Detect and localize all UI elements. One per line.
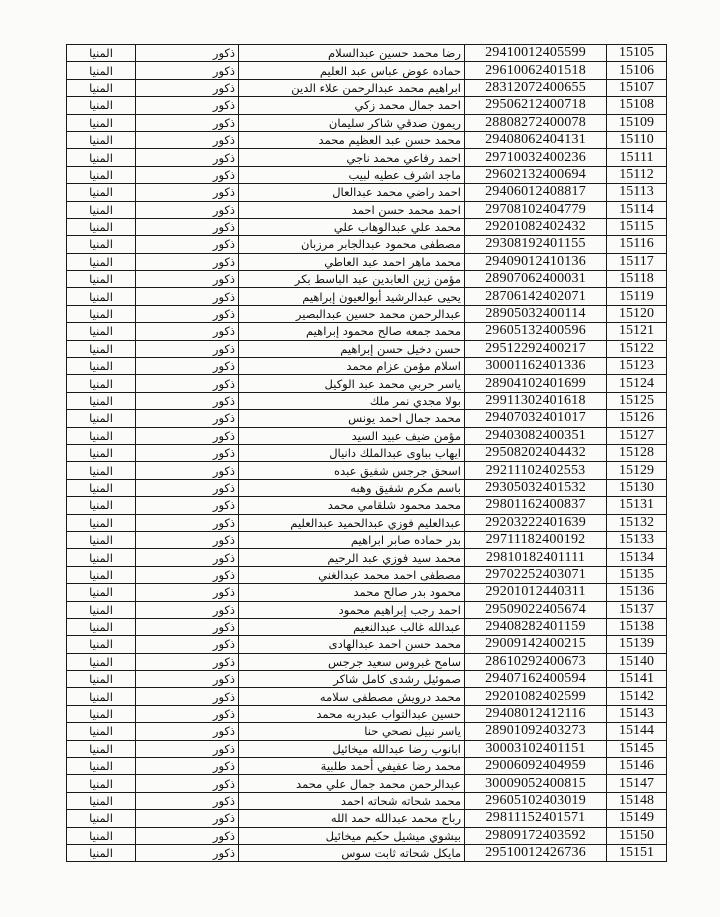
full-name-cell: رضا محمد حسين عبدالسلام bbox=[239, 45, 465, 62]
table-row bbox=[67, 166, 667, 183]
national-id-cell: 29506212400718 bbox=[465, 97, 607, 114]
full-name-cell: مصطفى محمود عبدالجابر مرزبان bbox=[239, 236, 465, 253]
table-row bbox=[67, 236, 667, 253]
governorate-cell: المنيا bbox=[67, 218, 136, 235]
national-id-cell: 29305032401532 bbox=[465, 479, 607, 496]
table-row bbox=[67, 131, 667, 148]
governorate-cell: المنيا bbox=[67, 844, 136, 861]
table-row bbox=[67, 358, 667, 375]
national-id-cell: 28706142402071 bbox=[465, 288, 607, 305]
national-id-cell: 29602132400694 bbox=[465, 166, 607, 183]
governorate-cell: المنيا bbox=[67, 201, 136, 218]
gender-cell: ذكور bbox=[136, 218, 239, 235]
full-name-cell: محمد حسن احمد عبدالهادى bbox=[239, 636, 465, 653]
table-row bbox=[67, 288, 667, 305]
governorate-cell: المنيا bbox=[67, 636, 136, 653]
governorate-cell: المنيا bbox=[67, 758, 136, 775]
gender-cell: ذكور bbox=[136, 149, 239, 166]
full-name-cell: محمد ماهر احمد عبد العاطي bbox=[239, 253, 465, 270]
national-id-cell: 28808272400078 bbox=[465, 114, 607, 131]
serial-number-cell: 15116 bbox=[607, 236, 667, 253]
full-name-cell: اسحق جرجس شفيق عبده bbox=[239, 462, 465, 479]
table-row bbox=[67, 705, 667, 722]
governorate-cell: المنيا bbox=[67, 810, 136, 827]
serial-number-cell: 15122 bbox=[607, 340, 667, 357]
table-row bbox=[67, 305, 667, 322]
governorate-cell: المنيا bbox=[67, 775, 136, 792]
serial-number-cell: 15129 bbox=[607, 462, 667, 479]
gender-cell: ذكور bbox=[136, 97, 239, 114]
serial-number-cell: 15131 bbox=[607, 497, 667, 514]
table-row bbox=[67, 844, 667, 861]
governorate-cell: المنيا bbox=[67, 305, 136, 322]
national-id-cell: 29407032401017 bbox=[465, 410, 607, 427]
table-row bbox=[67, 497, 667, 514]
table-row bbox=[67, 688, 667, 705]
serial-number-cell: 15112 bbox=[607, 166, 667, 183]
serial-number-cell: 15114 bbox=[607, 201, 667, 218]
gender-cell: ذكور bbox=[136, 236, 239, 253]
governorate-cell: المنيا bbox=[67, 427, 136, 444]
national-id-cell: 29809172403592 bbox=[465, 827, 607, 844]
national-id-cell: 28905032400114 bbox=[465, 305, 607, 322]
national-id-cell: 29408282401159 bbox=[465, 618, 607, 635]
serial-number-cell: 15151 bbox=[607, 844, 667, 861]
serial-number-cell: 15117 bbox=[607, 253, 667, 270]
gender-cell: ذكور bbox=[136, 827, 239, 844]
national-id-cell: 29610062401518 bbox=[465, 62, 607, 79]
governorate-cell: المنيا bbox=[67, 740, 136, 757]
full-name-cell: يحيى عبدالرشيد أبوالعيون إبراهيم bbox=[239, 288, 465, 305]
table-row bbox=[67, 444, 667, 461]
table-row bbox=[67, 79, 667, 96]
gender-cell: ذكور bbox=[136, 358, 239, 375]
full-name-cell: ياسر نبيل نصحي حنا bbox=[239, 723, 465, 740]
governorate-cell: المنيا bbox=[67, 131, 136, 148]
national-id-cell: 29308192401155 bbox=[465, 236, 607, 253]
full-name-cell: ابانوب رضا عبدالله ميخائيل bbox=[239, 740, 465, 757]
governorate-cell: المنيا bbox=[67, 323, 136, 340]
national-id-cell: 30003102401151 bbox=[465, 740, 607, 757]
serial-number-cell: 15138 bbox=[607, 618, 667, 635]
full-name-cell: محمد سيد فوزي عبد الرحيم bbox=[239, 549, 465, 566]
governorate-cell: المنيا bbox=[67, 671, 136, 688]
national-id-cell: 29605132400596 bbox=[465, 323, 607, 340]
table-row bbox=[67, 653, 667, 670]
national-id-cell: 29509022405674 bbox=[465, 601, 607, 618]
national-id-cell: 28901092403273 bbox=[465, 723, 607, 740]
governorate-cell: المنيا bbox=[67, 723, 136, 740]
serial-number-cell: 15108 bbox=[607, 97, 667, 114]
serial-number-cell: 15145 bbox=[607, 740, 667, 757]
table-row bbox=[67, 375, 667, 392]
governorate-cell: المنيا bbox=[67, 584, 136, 601]
serial-number-cell: 15120 bbox=[607, 305, 667, 322]
gender-cell: ذكور bbox=[136, 375, 239, 392]
national-id-cell: 30001162401336 bbox=[465, 358, 607, 375]
national-id-cell: 29605102403019 bbox=[465, 792, 607, 809]
full-name-cell: محمد علي عبدالوهاب علي bbox=[239, 218, 465, 235]
national-id-cell: 28312072400655 bbox=[465, 79, 607, 96]
full-name-cell: حماده عوض عباس عبد العليم bbox=[239, 62, 465, 79]
table-row bbox=[67, 514, 667, 531]
gender-cell: ذكور bbox=[136, 723, 239, 740]
governorate-cell: المنيا bbox=[67, 253, 136, 270]
gender-cell: ذكور bbox=[136, 636, 239, 653]
governorate-cell: المنيا bbox=[67, 392, 136, 409]
full-name-cell: ياسر حربي محمد عبد الوكيل bbox=[239, 375, 465, 392]
national-id-cell: 29508202404432 bbox=[465, 444, 607, 461]
table-body bbox=[67, 45, 667, 862]
governorate-cell: المنيا bbox=[67, 288, 136, 305]
serial-number-cell: 15118 bbox=[607, 271, 667, 288]
serial-number-cell: 15128 bbox=[607, 444, 667, 461]
table-row bbox=[67, 462, 667, 479]
gender-cell: ذكور bbox=[136, 549, 239, 566]
national-id-cell: 29408012412116 bbox=[465, 705, 607, 722]
serial-number-cell: 15106 bbox=[607, 62, 667, 79]
national-id-cell: 28904102401699 bbox=[465, 375, 607, 392]
serial-number-cell: 15144 bbox=[607, 723, 667, 740]
table-row bbox=[67, 427, 667, 444]
full-name-cell: ماجد اشرف عطيه لبيب bbox=[239, 166, 465, 183]
full-name-cell: مايكل شحاته ثابت سوس bbox=[239, 844, 465, 861]
national-id-cell: 29702252403071 bbox=[465, 566, 607, 583]
serial-number-cell: 15142 bbox=[607, 688, 667, 705]
national-id-cell: 28610292400673 bbox=[465, 653, 607, 670]
governorate-cell: المنيا bbox=[67, 184, 136, 201]
table-row bbox=[67, 271, 667, 288]
serial-number-cell: 15137 bbox=[607, 601, 667, 618]
full-name-cell: احمد رفاعي محمد ناجي bbox=[239, 149, 465, 166]
governorate-cell: المنيا bbox=[67, 531, 136, 548]
full-name-cell: باسم مكرم شفيق وهبه bbox=[239, 479, 465, 496]
governorate-cell: المنيا bbox=[67, 549, 136, 566]
full-name-cell: مصطفى احمد محمد عبدالغني bbox=[239, 566, 465, 583]
governorate-cell: المنيا bbox=[67, 149, 136, 166]
national-id-cell: 29406012408817 bbox=[465, 184, 607, 201]
table-row bbox=[67, 618, 667, 635]
serial-number-cell: 15149 bbox=[607, 810, 667, 827]
serial-number-cell: 15147 bbox=[607, 775, 667, 792]
national-id-cell: 29811152401571 bbox=[465, 810, 607, 827]
full-name-cell: عبدالله غالب عبدالنعيم bbox=[239, 618, 465, 635]
gender-cell: ذكور bbox=[136, 392, 239, 409]
serial-number-cell: 15125 bbox=[607, 392, 667, 409]
full-name-cell: عبدالرحمن محمد حسين عبدالبصير bbox=[239, 305, 465, 322]
table-row bbox=[67, 566, 667, 583]
governorate-cell: المنيا bbox=[67, 62, 136, 79]
serial-number-cell: 15148 bbox=[607, 792, 667, 809]
serial-number-cell: 15110 bbox=[607, 131, 667, 148]
governorate-cell: المنيا bbox=[67, 566, 136, 583]
full-name-cell: مؤمن ضيف عبيد السيد bbox=[239, 427, 465, 444]
governorate-cell: المنيا bbox=[67, 653, 136, 670]
serial-number-cell: 15119 bbox=[607, 288, 667, 305]
serial-number-cell: 15121 bbox=[607, 323, 667, 340]
table-row bbox=[67, 531, 667, 548]
national-id-cell: 29201082402599 bbox=[465, 688, 607, 705]
serial-number-cell: 15141 bbox=[607, 671, 667, 688]
gender-cell: ذكور bbox=[136, 688, 239, 705]
governorate-cell: المنيا bbox=[67, 375, 136, 392]
serial-number-cell: 15134 bbox=[607, 549, 667, 566]
table-row bbox=[67, 723, 667, 740]
full-name-cell: اسلام مؤمن عزام محمد bbox=[239, 358, 465, 375]
gender-cell: ذكور bbox=[136, 45, 239, 62]
serial-number-cell: 15130 bbox=[607, 479, 667, 496]
full-name-cell: محمد شحاته شحاته احمد bbox=[239, 792, 465, 809]
full-name-cell: صموئيل رشدى كامل شاكر bbox=[239, 671, 465, 688]
serial-number-cell: 15126 bbox=[607, 410, 667, 427]
serial-number-cell: 15113 bbox=[607, 184, 667, 201]
gender-cell: ذكور bbox=[136, 131, 239, 148]
governorate-cell: المنيا bbox=[67, 618, 136, 635]
serial-number-cell: 15133 bbox=[607, 531, 667, 548]
full-name-cell: محمد حسن عبد العظيم محمد bbox=[239, 131, 465, 148]
gender-cell: ذكور bbox=[136, 114, 239, 131]
table-row bbox=[67, 601, 667, 618]
full-name-cell: رباح محمد عبدالله حمد الله bbox=[239, 810, 465, 827]
table-row bbox=[67, 253, 667, 270]
national-id-cell: 28907062400031 bbox=[465, 271, 607, 288]
gender-cell: ذكور bbox=[136, 601, 239, 618]
serial-number-cell: 15135 bbox=[607, 566, 667, 583]
gender-cell: ذكور bbox=[136, 740, 239, 757]
full-name-cell: حسين عبدالتواب عبدربه محمد bbox=[239, 705, 465, 722]
full-name-cell: ريمون صدقي شاكر سليمان bbox=[239, 114, 465, 131]
serial-number-cell: 15123 bbox=[607, 358, 667, 375]
serial-number-cell: 15107 bbox=[607, 79, 667, 96]
gender-cell: ذكور bbox=[136, 844, 239, 861]
serial-number-cell: 15124 bbox=[607, 375, 667, 392]
national-id-cell: 29409012410136 bbox=[465, 253, 607, 270]
table-row bbox=[67, 479, 667, 496]
table-row bbox=[67, 323, 667, 340]
national-id-cell: 29801162400837 bbox=[465, 497, 607, 514]
full-name-cell: بولا مجدي نمر ملك bbox=[239, 392, 465, 409]
table-row bbox=[67, 45, 667, 62]
governorate-cell: المنيا bbox=[67, 114, 136, 131]
full-name-cell: محمود بدر صالح محمد bbox=[239, 584, 465, 601]
gender-cell: ذكور bbox=[136, 253, 239, 270]
national-id-cell: 29710032400236 bbox=[465, 149, 607, 166]
table-row bbox=[67, 758, 667, 775]
serial-number-cell: 15127 bbox=[607, 427, 667, 444]
full-name-cell: مؤمن زين العابدين عبد الباسط بكر bbox=[239, 271, 465, 288]
national-id-cell: 29708102404779 bbox=[465, 201, 607, 218]
serial-number-cell: 15143 bbox=[607, 705, 667, 722]
table-row bbox=[67, 410, 667, 427]
governorate-cell: المنيا bbox=[67, 358, 136, 375]
table-row bbox=[67, 775, 667, 792]
full-name-cell: محمد رضا عفيفي أحمد طلبية bbox=[239, 758, 465, 775]
national-id-cell: 29711182400192 bbox=[465, 531, 607, 548]
gender-cell: ذكور bbox=[136, 479, 239, 496]
gender-cell: ذكور bbox=[136, 444, 239, 461]
gender-cell: ذكور bbox=[136, 184, 239, 201]
gender-cell: ذكور bbox=[136, 653, 239, 670]
serial-number-cell: 15105 bbox=[607, 45, 667, 62]
table-row bbox=[67, 636, 667, 653]
full-name-cell: احمد رجب إبراهيم محمود bbox=[239, 601, 465, 618]
full-name-cell: ابراهيم محمد عبدالرحمن علاء الدين bbox=[239, 79, 465, 96]
governorate-cell: المنيا bbox=[67, 340, 136, 357]
governorate-cell: المنيا bbox=[67, 236, 136, 253]
governorate-cell: المنيا bbox=[67, 410, 136, 427]
governorate-cell: المنيا bbox=[67, 705, 136, 722]
full-name-cell: محمد جمال احمد يونس bbox=[239, 410, 465, 427]
gender-cell: ذكور bbox=[136, 758, 239, 775]
gender-cell: ذكور bbox=[136, 305, 239, 322]
table-row bbox=[67, 810, 667, 827]
gender-cell: ذكور bbox=[136, 340, 239, 357]
governorate-cell: المنيا bbox=[67, 462, 136, 479]
national-id-cell: 29407162400594 bbox=[465, 671, 607, 688]
national-id-cell: 29510012426736 bbox=[465, 844, 607, 861]
full-name-cell: احمد محمد حسن احمد bbox=[239, 201, 465, 218]
governorate-cell: المنيا bbox=[67, 271, 136, 288]
serial-number-cell: 15136 bbox=[607, 584, 667, 601]
gender-cell: ذكور bbox=[136, 410, 239, 427]
gender-cell: ذكور bbox=[136, 288, 239, 305]
full-name-cell: احمد جمال محمد زكي bbox=[239, 97, 465, 114]
table-row bbox=[67, 149, 667, 166]
full-name-cell: سامح غبروس سعيد جرجس bbox=[239, 653, 465, 670]
national-id-cell: 29408062404131 bbox=[465, 131, 607, 148]
gender-cell: ذكور bbox=[136, 775, 239, 792]
full-name-cell: محمد درويش مصطفى سلامه bbox=[239, 688, 465, 705]
national-id-cell: 29201012440311 bbox=[465, 584, 607, 601]
gender-cell: ذكور bbox=[136, 79, 239, 96]
table-row bbox=[67, 184, 667, 201]
table-row bbox=[67, 201, 667, 218]
governorate-cell: المنيا bbox=[67, 444, 136, 461]
table-row bbox=[67, 392, 667, 409]
national-id-cell: 29201082402432 bbox=[465, 218, 607, 235]
national-id-cell: 29006092404959 bbox=[465, 758, 607, 775]
gender-cell: ذكور bbox=[136, 271, 239, 288]
table-row bbox=[67, 671, 667, 688]
full-name-cell: عبدالعليم فوزي عبدالحميد عبدالعليم bbox=[239, 514, 465, 531]
serial-number-cell: 15139 bbox=[607, 636, 667, 653]
serial-number-cell: 15132 bbox=[607, 514, 667, 531]
governorate-cell: المنيا bbox=[67, 827, 136, 844]
governorate-cell: المنيا bbox=[67, 792, 136, 809]
table-row bbox=[67, 114, 667, 131]
gender-cell: ذكور bbox=[136, 584, 239, 601]
full-name-cell: عبدالرحمن محمد جمال علي محمد bbox=[239, 775, 465, 792]
gender-cell: ذكور bbox=[136, 531, 239, 548]
full-name-cell: بيشوي ميشيل حكيم ميخائيل bbox=[239, 827, 465, 844]
national-id-cell: 29410012405599 bbox=[465, 45, 607, 62]
table-row bbox=[67, 218, 667, 235]
full-name-cell: حسن دخيل حسن إبراهيم bbox=[239, 340, 465, 357]
national-id-cell: 29512292400217 bbox=[465, 340, 607, 357]
serial-number-cell: 15109 bbox=[607, 114, 667, 131]
national-id-cell: 29810182401111 bbox=[465, 549, 607, 566]
governorate-cell: المنيا bbox=[67, 479, 136, 496]
table-row bbox=[67, 827, 667, 844]
table-row bbox=[67, 549, 667, 566]
names-table bbox=[66, 44, 667, 862]
gender-cell: ذكور bbox=[136, 462, 239, 479]
full-name-cell: محمد محمود شلقامي محمد bbox=[239, 497, 465, 514]
gender-cell: ذكور bbox=[136, 566, 239, 583]
gender-cell: ذكور bbox=[136, 201, 239, 218]
serial-number-cell: 15115 bbox=[607, 218, 667, 235]
governorate-cell: المنيا bbox=[67, 79, 136, 96]
serial-number-cell: 15140 bbox=[607, 653, 667, 670]
gender-cell: ذكور bbox=[136, 514, 239, 531]
table-row bbox=[67, 340, 667, 357]
gender-cell: ذكور bbox=[136, 705, 239, 722]
serial-number-cell: 15146 bbox=[607, 758, 667, 775]
full-name-cell: بدر حماده صابر ابراهيم bbox=[239, 531, 465, 548]
governorate-cell: المنيا bbox=[67, 45, 136, 62]
governorate-cell: المنيا bbox=[67, 688, 136, 705]
table-row bbox=[67, 62, 667, 79]
table-row bbox=[67, 584, 667, 601]
gender-cell: ذكور bbox=[136, 618, 239, 635]
table-row bbox=[67, 97, 667, 114]
national-id-cell: 29911302401618 bbox=[465, 392, 607, 409]
governorate-cell: المنيا bbox=[67, 97, 136, 114]
national-id-cell: 30009052400815 bbox=[465, 775, 607, 792]
gender-cell: ذكور bbox=[136, 323, 239, 340]
national-id-cell: 29211102402553 bbox=[465, 462, 607, 479]
national-id-cell: 29009142400215 bbox=[465, 636, 607, 653]
national-id-cell: 29403082400351 bbox=[465, 427, 607, 444]
governorate-cell: المنيا bbox=[67, 514, 136, 531]
gender-cell: ذكور bbox=[136, 427, 239, 444]
national-id-cell: 29203222401639 bbox=[465, 514, 607, 531]
serial-number-cell: 15150 bbox=[607, 827, 667, 844]
gender-cell: ذكور bbox=[136, 166, 239, 183]
gender-cell: ذكور bbox=[136, 671, 239, 688]
governorate-cell: المنيا bbox=[67, 601, 136, 618]
gender-cell: ذكور bbox=[136, 62, 239, 79]
full-name-cell: ايهاب بباوى عبدالملك دانيال bbox=[239, 444, 465, 461]
full-name-cell: محمد جمعه صالح محمود إبراهيم bbox=[239, 323, 465, 340]
gender-cell: ذكور bbox=[136, 497, 239, 514]
gender-cell: ذكور bbox=[136, 792, 239, 809]
gender-cell: ذكور bbox=[136, 810, 239, 827]
table-row bbox=[67, 792, 667, 809]
table-row bbox=[67, 740, 667, 757]
governorate-cell: المنيا bbox=[67, 497, 136, 514]
serial-number-cell: 15111 bbox=[607, 149, 667, 166]
governorate-cell: المنيا bbox=[67, 166, 136, 183]
full-name-cell: احمد راضي محمد عبدالعال bbox=[239, 184, 465, 201]
